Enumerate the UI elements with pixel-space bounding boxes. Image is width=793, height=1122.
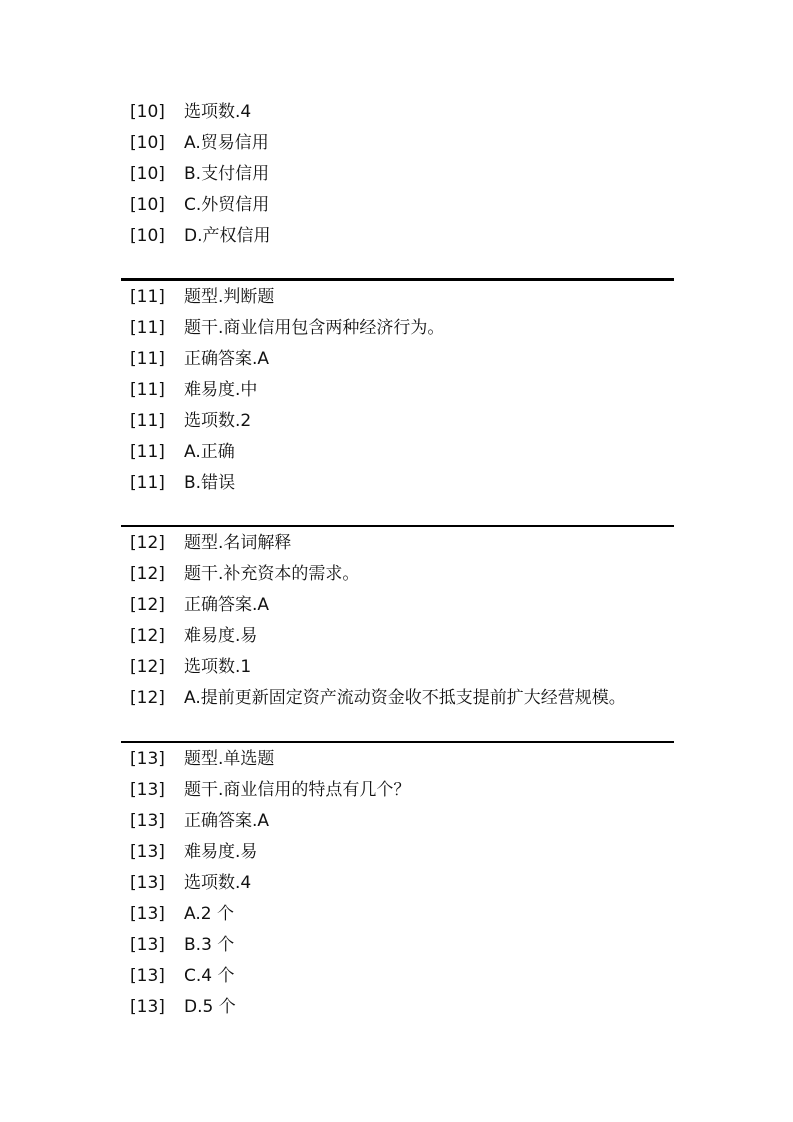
question-text: D.5 个 xyxy=(184,997,236,1017)
question-number: [13] xyxy=(130,842,165,862)
question-number: [13] xyxy=(130,997,165,1017)
question-number: [12] xyxy=(130,595,165,615)
question-text: B.错误 xyxy=(184,473,236,493)
question-group-10 xyxy=(121,97,674,252)
question-number: [13] xyxy=(130,780,165,800)
question-text: 选项数.1 xyxy=(184,657,252,677)
question-text: 正确答案.A xyxy=(184,349,270,369)
question-line xyxy=(121,930,674,961)
question-number: [13] xyxy=(130,966,165,986)
question-line xyxy=(121,683,674,714)
question-text: C.外贸信用 xyxy=(184,195,270,215)
question-line xyxy=(121,652,674,683)
question-line xyxy=(121,344,674,375)
question-line xyxy=(121,406,674,437)
section-divider xyxy=(121,741,674,743)
question-number: [13] xyxy=(130,873,165,893)
question-text: 题干.补充资本的需求。 xyxy=(184,564,360,584)
question-number: [11] xyxy=(130,349,165,369)
question-line xyxy=(121,528,674,559)
question-line xyxy=(121,621,674,652)
question-number: [11] xyxy=(130,287,165,307)
question-line xyxy=(121,313,674,344)
question-text: 选项数.4 xyxy=(184,102,252,122)
question-line xyxy=(121,559,674,590)
question-line xyxy=(121,868,674,899)
question-line xyxy=(121,97,674,128)
question-text: B.3 个 xyxy=(184,935,235,955)
question-text: 难易度.易 xyxy=(184,626,258,646)
question-text: 题干.商业信用包含两种经济行为。 xyxy=(184,318,445,338)
question-line xyxy=(121,961,674,992)
question-group-13 xyxy=(121,744,674,1023)
question-line xyxy=(121,744,674,775)
question-line xyxy=(121,992,674,1023)
question-text: 题型.名词解释 xyxy=(184,533,292,553)
question-number: [11] xyxy=(130,442,165,462)
question-number: [11] xyxy=(130,473,165,493)
question-number: [12] xyxy=(130,657,165,677)
question-number: [12] xyxy=(130,626,165,646)
section-divider xyxy=(121,278,674,281)
question-number: [10] xyxy=(130,133,165,153)
question-line xyxy=(121,468,674,499)
question-text: C.4 个 xyxy=(184,966,235,986)
question-line xyxy=(121,128,674,159)
question-line xyxy=(121,590,674,621)
question-number: [11] xyxy=(130,411,165,431)
question-group-12 xyxy=(121,528,674,714)
question-line xyxy=(121,775,674,806)
question-text: 难易度.中 xyxy=(184,380,258,400)
question-text: 正确答案.A xyxy=(184,811,270,831)
section-divider xyxy=(121,525,674,527)
question-line xyxy=(121,806,674,837)
question-number: [11] xyxy=(130,318,165,338)
question-number: [11] xyxy=(130,380,165,400)
question-text: A.正确 xyxy=(184,442,235,462)
question-number: [13] xyxy=(130,749,165,769)
question-number: [10] xyxy=(130,164,165,184)
question-number: [12] xyxy=(130,564,165,584)
question-number: [12] xyxy=(130,533,165,553)
question-text: 题型.单选题 xyxy=(184,749,275,769)
question-text: 正确答案.A xyxy=(184,595,270,615)
question-number: [13] xyxy=(130,811,165,831)
question-group-11 xyxy=(121,282,674,499)
question-line xyxy=(121,899,674,930)
question-text: A.2 个 xyxy=(184,904,234,924)
question-number: [13] xyxy=(130,904,165,924)
question-line xyxy=(121,221,674,252)
question-line xyxy=(121,159,674,190)
question-number: [10] xyxy=(130,226,165,246)
question-line xyxy=(121,375,674,406)
question-line xyxy=(121,282,674,313)
question-text: 选项数.2 xyxy=(184,411,252,431)
question-text: 难易度.易 xyxy=(184,842,258,862)
question-number: [12] xyxy=(130,688,165,708)
question-text: A.提前更新固定资产流动资金收不抵支提前扩大经营规模。 xyxy=(184,688,626,708)
question-line xyxy=(121,437,674,468)
question-number: [10] xyxy=(130,102,165,122)
question-text: B.支付信用 xyxy=(184,164,270,184)
question-text: 题干.商业信用的特点有几个？ xyxy=(184,780,411,800)
question-number: [13] xyxy=(130,935,165,955)
question-text: A.贸易信用 xyxy=(184,133,269,153)
question-text: D.产权信用 xyxy=(184,226,271,246)
question-line xyxy=(121,837,674,868)
question-text: 题型.判断题 xyxy=(184,287,275,307)
question-line xyxy=(121,190,674,221)
question-number: [10] xyxy=(130,195,165,215)
question-text: 选项数.4 xyxy=(184,873,252,893)
